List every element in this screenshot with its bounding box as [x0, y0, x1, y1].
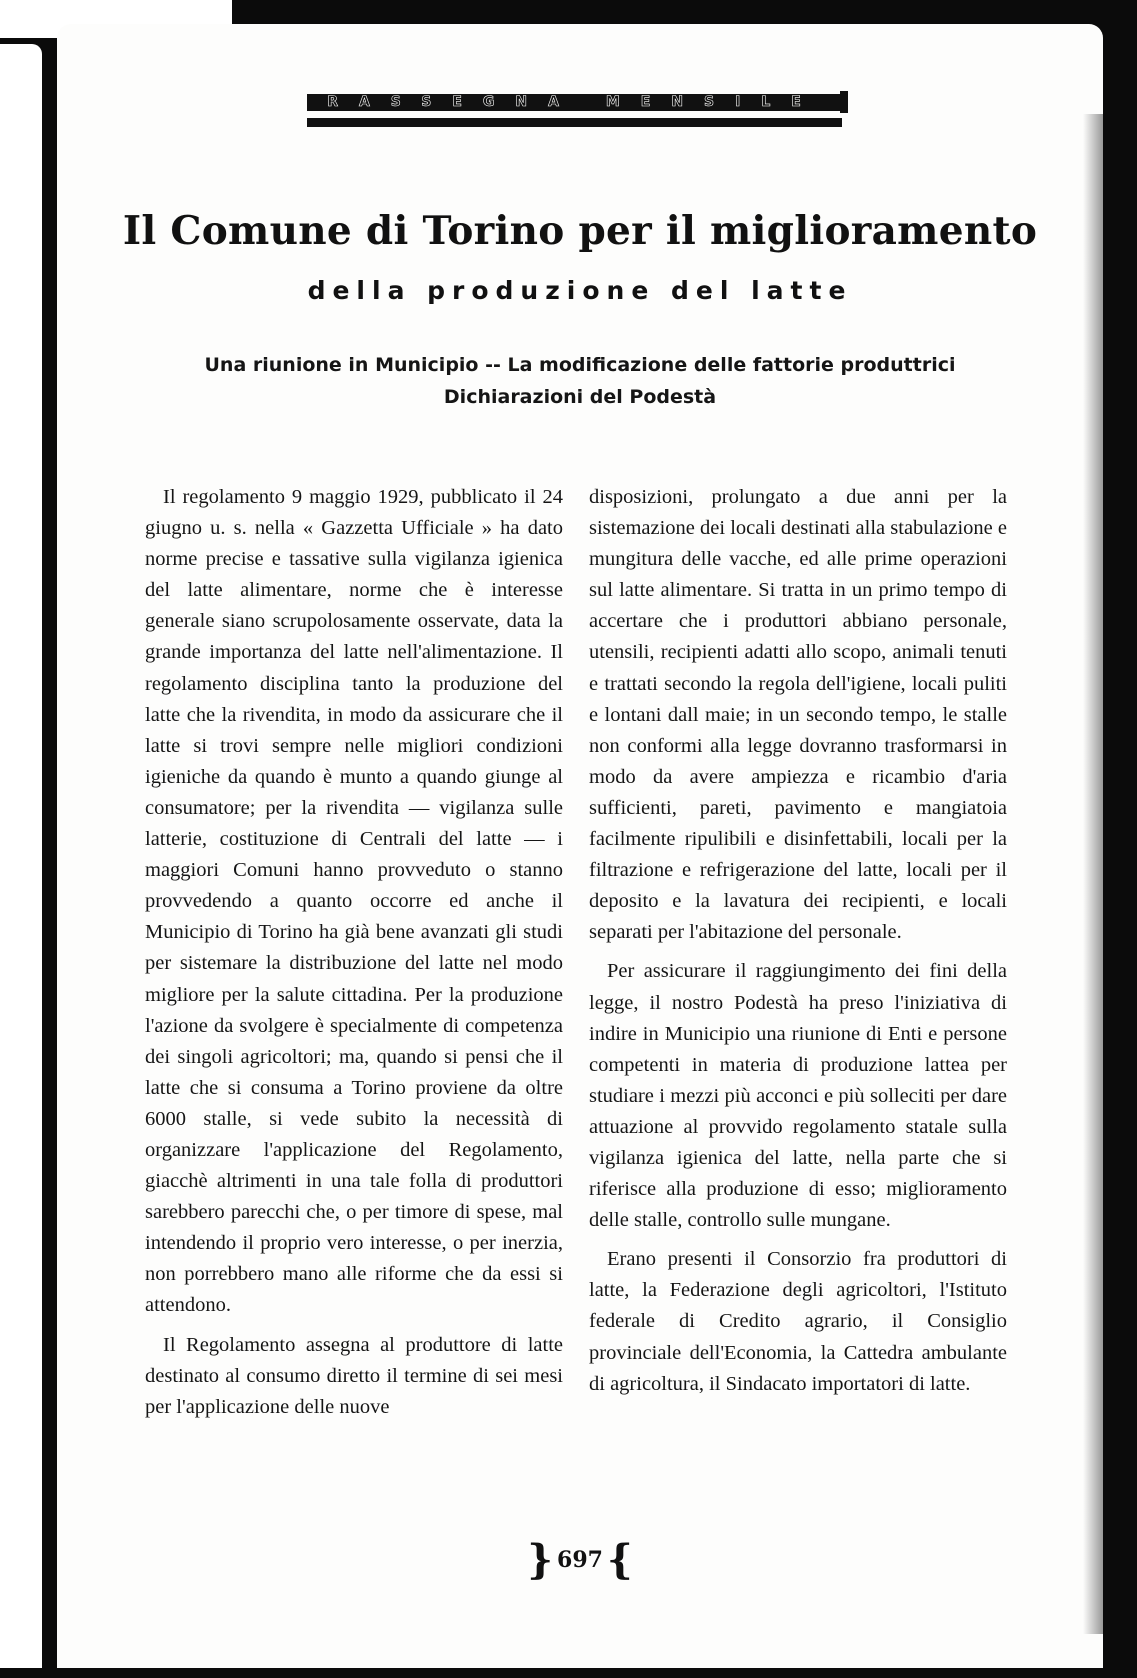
page-gutter-shadow: [1083, 114, 1103, 1634]
magazine-page: [57, 24, 1103, 1668]
text-column-left: [145, 482, 563, 1423]
folio-ornament-left: }: [527, 1536, 554, 1583]
paragraph: Il regolamento 9 maggio 1929, pubblicato il 24 giugno u. s. nella « Gazzetta Ufficiale » ha dato norme precise e tassative sulla vigilanza igienica del latte alimentare, norme che è interesse generale siano scrupolosamente osservate, data la grande importanza del latte nell'alimentazione. Il regolamento disciplina tanto la produzione del latte che la rivendita, in modo da assicurare che il latte si trovi sempre nelle migliori condizioni igieniche da quando è munto a quando giunge al consumatore; per la rivendita — vigilanza sulle latterie, costituzione di Centrali del latte — i maggiori Comuni hanno provveduto o stanno provvedendo a quanto occorre ed anche il Municipio di Torino ha già bene avanzati gli studi per sistemare la distribuzione del latte nel modo migliore per la salute cittadina. Per la produzione l'azione da svolgere è specialmente di competenza dei singoli agricoltori; ma, quando si pensi che il latte che si consuma a Torino proviene da oltre 6000 stalle, si vede subito la necessità di organizzare l'applicazione del Regolamento, giacchè altrimenti in una tale folla di produttori sarebbero parecchi che, o per timore di spese, mal intendendo il proprio vero interesse, o per inerzia, non porrebbero mano alle riforme che da essi si attendono.: [145, 486, 563, 1317]
paragraph: Per assicurare il raggiungimento dei fini della legge, il nostro Podestà ha preso l'iniziativa di indire in Municipio una riunione di Enti e persone competenti in materia di produzione lattea per studiare i mezzi più acconci e più solleciti per dare attuazione al provvido regolamento statale sulla vigilanza igienica del latte, nella parte che si riferisce alla produzione di esso; miglioramento delle stalle, controllo sulle mungane.: [589, 960, 1007, 1232]
text-column-right: [589, 482, 1007, 1400]
running-head-band: [307, 94, 842, 111]
running-head-cap: [840, 91, 848, 113]
facing-page-edge: [0, 44, 42, 1668]
running-head: [307, 74, 842, 127]
paragraph: Il Regolamento assegna al produttore di latte destinato al consumo diretto il termine di sei mesi per l'applicazione delle nuove: [145, 1333, 563, 1418]
page-number: 697: [557, 1546, 603, 1573]
article-deck-line-2: Dichiarazioni del Podestà: [443, 386, 717, 408]
running-head-text: RASSEGNA MENSILE: [307, 94, 842, 111]
article-title: Il Comune di Torino per il miglioramento: [122, 208, 1038, 254]
folio-ornament-right: {: [606, 1536, 633, 1583]
article-subtitle: della produzione del latte: [307, 276, 853, 305]
page-folio: [57, 1536, 1103, 1583]
article-deck-line-1: Una riunione in Municipio -- La modificazione delle fattorie produttrici: [204, 354, 956, 376]
paragraph-continued: disposizioni, prolungato a due anni per la sistemazione dei locali destinati alla stabulazione e mungitura delle vacche, ed alle prime operazioni sul latte alimentare. Si tratta in un primo tempo di accertare che i produttori abbiano personale, utensili, recipienti adatti allo scopo, animali tenuti e trattati secondo la regola dell'igiene, locali puliti e lontani dall maie; in un secondo tempo, le stalle non conformi alla legge dovranno trasformarsi in modo da avere ampiezza e ricambio d'aria sufficienti, pareti, pavimento e mangiatoia facilmente ripulibili e disinfettabili, locali per la filtrazione e refrigerazione del latte, locali per il deposito e la lavatura dei recipienti, e locali separati per l'abitazione del personale.: [589, 486, 1007, 944]
paragraph: Erano presenti il Consorzio fra produttori di latte, la Federazione degli agricoltori, l'Istituto federale di Credito agrario, il Consiglio provinciale dell'Economia, la Cattedra ambulante di agricoltura, il Sindacato importatori di latte.: [589, 1248, 1007, 1395]
